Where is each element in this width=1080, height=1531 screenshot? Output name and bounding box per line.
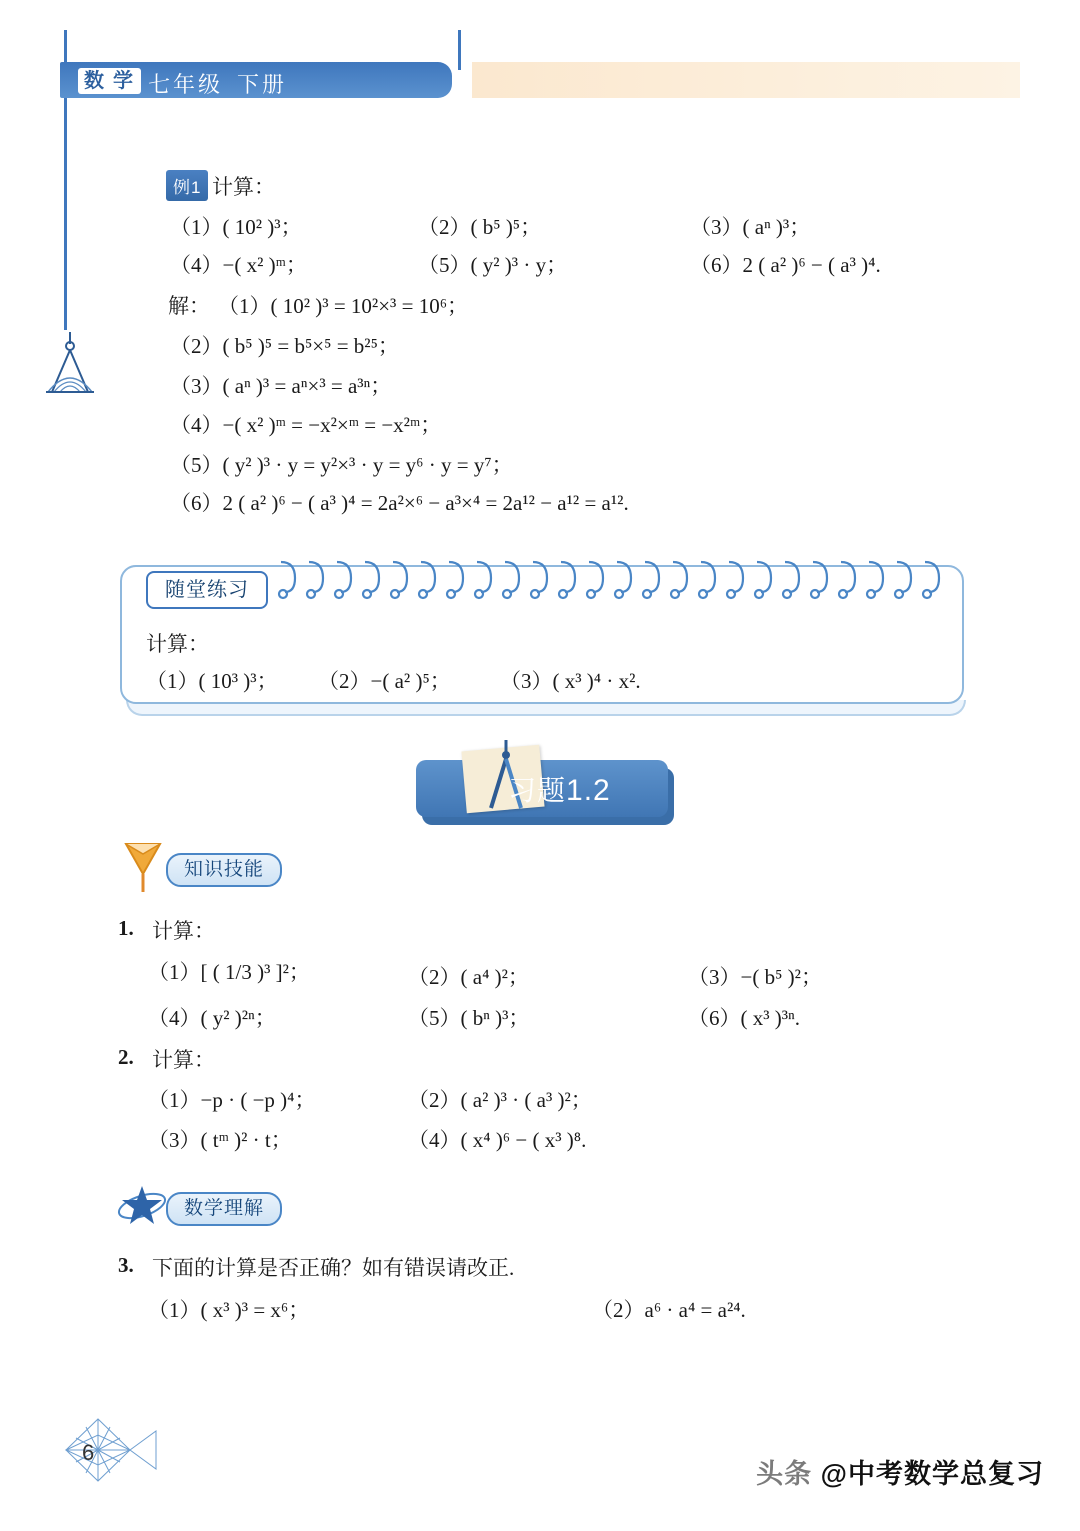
watermark [756, 1452, 1044, 1491]
practice-problem-1: （1）( 10³ )³； [146, 669, 278, 693]
example-tag: 例1 [166, 170, 208, 201]
q1-problem-4: （4）( y² )²ⁿ； [148, 1006, 276, 1030]
star-planet-icon [116, 1182, 168, 1228]
solution-label: 解： [168, 294, 210, 318]
question-number-2: 2. [118, 1045, 134, 1069]
section-badge-understand: 数学理解 [166, 1192, 282, 1226]
q3-problem-2: （2）a⁶ · a⁴ = a²⁴. [592, 1298, 746, 1322]
header-divider-rule [458, 30, 461, 70]
example-problem-3: （3）( aⁿ )³； [690, 215, 811, 239]
page-number: 6 [82, 1440, 95, 1465]
q2-problem-3: （3）( tᵐ )² · t； [148, 1128, 292, 1152]
practice-problem-2: （2）−( a² )⁵； [318, 669, 451, 693]
question-number-3: 3. [118, 1253, 134, 1277]
example-problem-6: （6）2 ( a² )⁶ − ( a³ )⁴. [690, 253, 881, 277]
practice-tag: 随堂练习 [146, 571, 268, 609]
spiral-binding-decoration [275, 556, 955, 612]
q2-problem-2: （2）( a² )³ · ( a³ )²； [408, 1088, 592, 1112]
watermark-handle: @中考数学总复习 [820, 1459, 1044, 1489]
exercise-title-word: 习题 [508, 775, 567, 806]
practice-problem-3: （3）( x³ )⁴ · x². [500, 669, 641, 693]
q1-problem-3: （3）−( b⁵ )²； [688, 965, 822, 989]
practice-prompt: 计算： [146, 632, 209, 656]
example-problem-5: （5）( y² )³ · y； [418, 253, 568, 277]
arrow-marker-icon [120, 840, 166, 896]
exercise-title-number: 1.2 [566, 774, 611, 807]
compass-decoration-icon [42, 330, 98, 398]
solution-line-6: （6）2 ( a² )⁶ − ( a³ )⁴ = 2a²×⁶ − a³×⁴ = 2a¹² − a¹² = a¹². [170, 491, 629, 515]
exercise-title-label [508, 769, 611, 809]
example-prompt: 计算： [212, 175, 275, 199]
q1-problem-1: （1）[ ( 1/3 )³ ]²； [148, 960, 310, 984]
q1-problem-2: （2）( a⁴ )²； [408, 965, 529, 989]
q2-problem-1: （1）−p · ( −p )⁴； [148, 1088, 316, 1112]
q2-problem-4: （4）( x⁴ )⁶ − ( x³ )⁸. [408, 1128, 587, 1152]
question-number-1: 1. [118, 916, 134, 940]
watermark-prefix: 头条 [756, 1459, 813, 1489]
header-volume: 下册 [237, 72, 288, 97]
header-subject: 数 学 [78, 68, 141, 94]
example-problem-1: （1）( 10² )³； [170, 215, 302, 239]
fish-decoration-icon [58, 1405, 162, 1495]
section-badge-skill: 知识技能 [166, 853, 282, 887]
example-problem-2: （2）( b⁵ )⁵； [418, 215, 542, 239]
solution-line-5: （5）( y² )³ · y = y²×³ · y = y⁶ · y = y⁷； [170, 453, 513, 477]
solution-line-2: （2）( b⁵ )⁵ = b⁵×⁵ = b²⁵； [170, 334, 399, 358]
question-3-prompt: 下面的计算是否正确？如有错误请改正. [152, 1256, 515, 1280]
solution-line-3: （3）( aⁿ )³ = aⁿ×³ = a³ⁿ； [170, 374, 392, 398]
question-2-prompt: 计算： [152, 1048, 215, 1072]
header-accent-band [472, 62, 1020, 98]
example-problem-4: （4）−( x² )ᵐ； [170, 253, 307, 277]
solution-line-4: （4）−( x² )ᵐ = −x²×ᵐ = −x²ᵐ； [170, 413, 442, 437]
q1-problem-6: （6）( x³ )³ⁿ. [688, 1006, 800, 1030]
question-1-prompt: 计算： [152, 919, 215, 943]
exercise-title [416, 760, 674, 825]
header-grade: 七年级 [148, 72, 224, 97]
q3-problem-1: （1）( x³ )³ = x⁶； [148, 1298, 310, 1322]
solution-line-1: （1）( 10² )³ = 10²×³ = 10⁶； [218, 294, 469, 318]
q1-problem-5: （5）( bⁿ )³； [408, 1006, 530, 1030]
